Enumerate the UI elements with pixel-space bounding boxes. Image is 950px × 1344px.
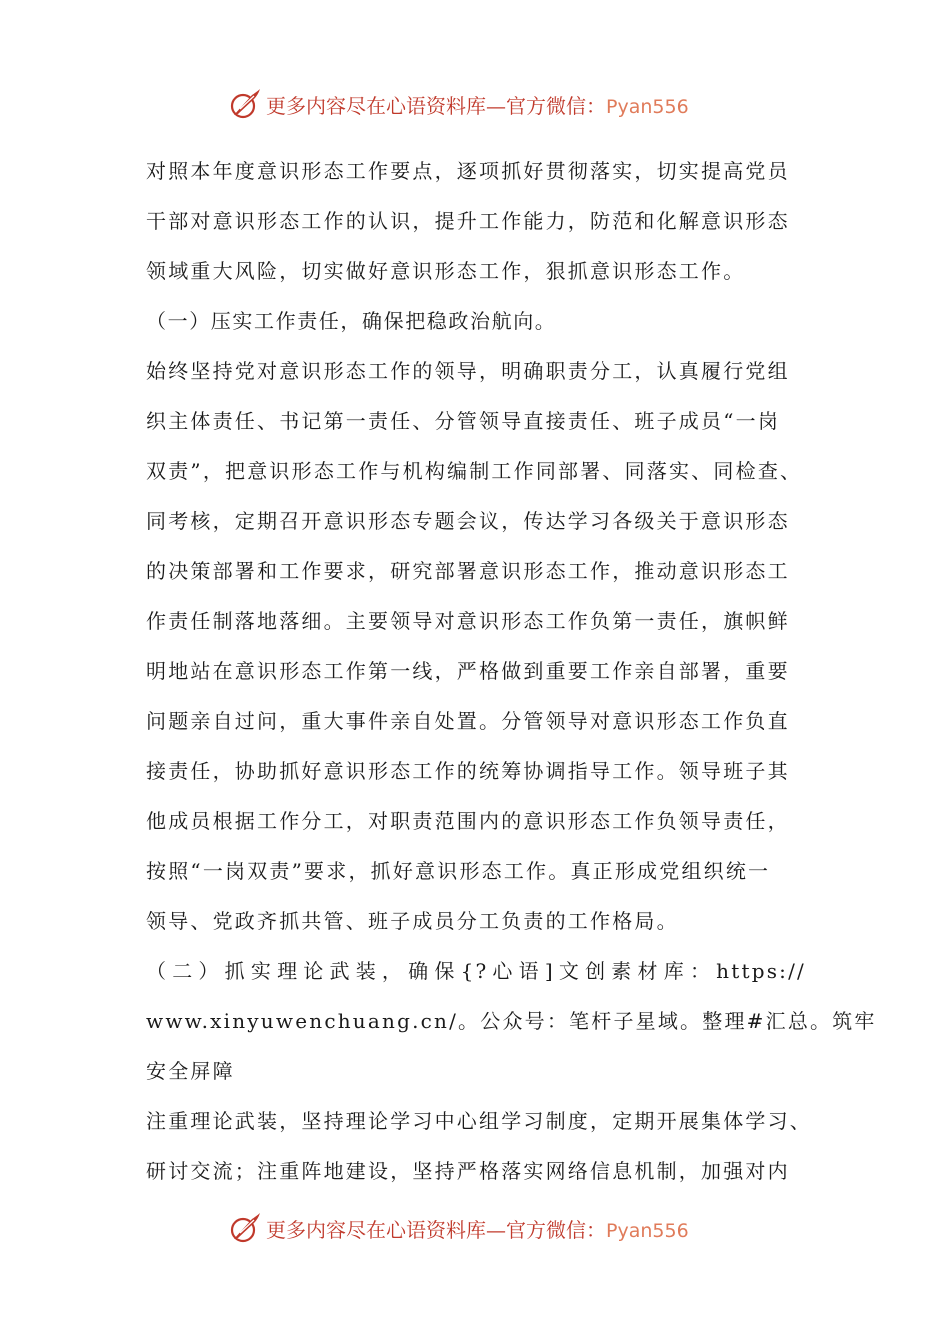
section-heading-2-line: www.xinyuwenchuang.cn/。公众号：笔杆子星域。整理#汇总。筑牢 — [146, 1009, 877, 1033]
paragraph-line: 同考核，定期召开意识形态专题会议，传达学习各级关于意识形态 — [146, 509, 790, 533]
banner-text — [266, 1214, 689, 1243]
paragraph-line: 领导、党政齐抓共管、班子成员分工负责的工作格局。 — [146, 909, 679, 933]
banner-label: 更多内容尽在心语资料库—官方微信： — [266, 1217, 606, 1242]
section-heading-1: （一）压实工作责任，确保把稳政治航向。 — [146, 309, 557, 333]
footer-watermark-banner — [228, 1208, 748, 1248]
paragraph-line: 他成员根据工作分工，对职责范围内的意识形态工作负领导责任， — [146, 809, 790, 833]
header-watermark-banner — [228, 84, 748, 124]
quill-logo-icon — [228, 1211, 262, 1245]
quill-logo-icon — [228, 87, 262, 121]
document-body — [146, 146, 877, 1196]
paragraph-line: 接责任，协助抓好意识形态工作的统筹协调指导工作。领导班子其 — [146, 759, 790, 783]
section-heading-2-line: 安全屏障 — [146, 1059, 235, 1083]
banner-label: 更多内容尽在心语资料库—官方微信： — [266, 93, 606, 118]
paragraph-line: 双责”，把意识形态工作与机构编制工作同部署、同落实、同检查、 — [146, 459, 803, 483]
paragraph-line: 问题亲自过问，重大事件亲自处置。分管领导对意识形态工作负直 — [146, 709, 790, 733]
paragraph-line: 注重理论武装，坚持理论学习中心组学习制度，定期开展集体学习、 — [146, 1109, 812, 1133]
paragraph-line: 作责任制落地落细。主要领导对意识形态工作负第一责任，旗帜鲜 — [146, 609, 790, 633]
banner-wechat-id: Pyan556 — [606, 1219, 689, 1242]
banner-wechat-id: Pyan556 — [606, 95, 689, 118]
paragraph-line: 始终坚持党对意识形态工作的领导，明确职责分工，认真履行党组 — [146, 359, 790, 383]
paragraph-line: 的决策部署和工作要求，研究部署意识形态工作，推动意识形态工 — [146, 559, 790, 583]
paragraph-line: 研讨交流；注重阵地建设，坚持严格落实网络信息机制，加强对内 — [146, 1159, 790, 1183]
paragraph-line: 织主体责任、书记第一责任、分管领导直接责任、班子成员“一岗 — [146, 409, 781, 433]
paragraph-line: 按照“一岗双责”要求，抓好意识形态工作。真正形成党组织统一 — [146, 859, 771, 883]
paragraph-line: 领域重大风险，切实做好意识形态工作，狠抓意识形态工作。 — [146, 259, 746, 283]
paragraph-line: 对照本年度意识形态工作要点，逐项抓好贯彻落实，切实提高党员 — [146, 159, 790, 183]
paragraph-line: 明地站在意识形态工作第一线，严格做到重要工作亲自部署，重要 — [146, 659, 790, 683]
banner-text — [266, 90, 689, 119]
paragraph-line: 干部对意识形态工作的认识，提升工作能力，防范和化解意识形态 — [146, 209, 790, 233]
section-heading-2: （二）抓实理论武装，确保{?心语]文创素材库：https:// — [146, 959, 806, 983]
